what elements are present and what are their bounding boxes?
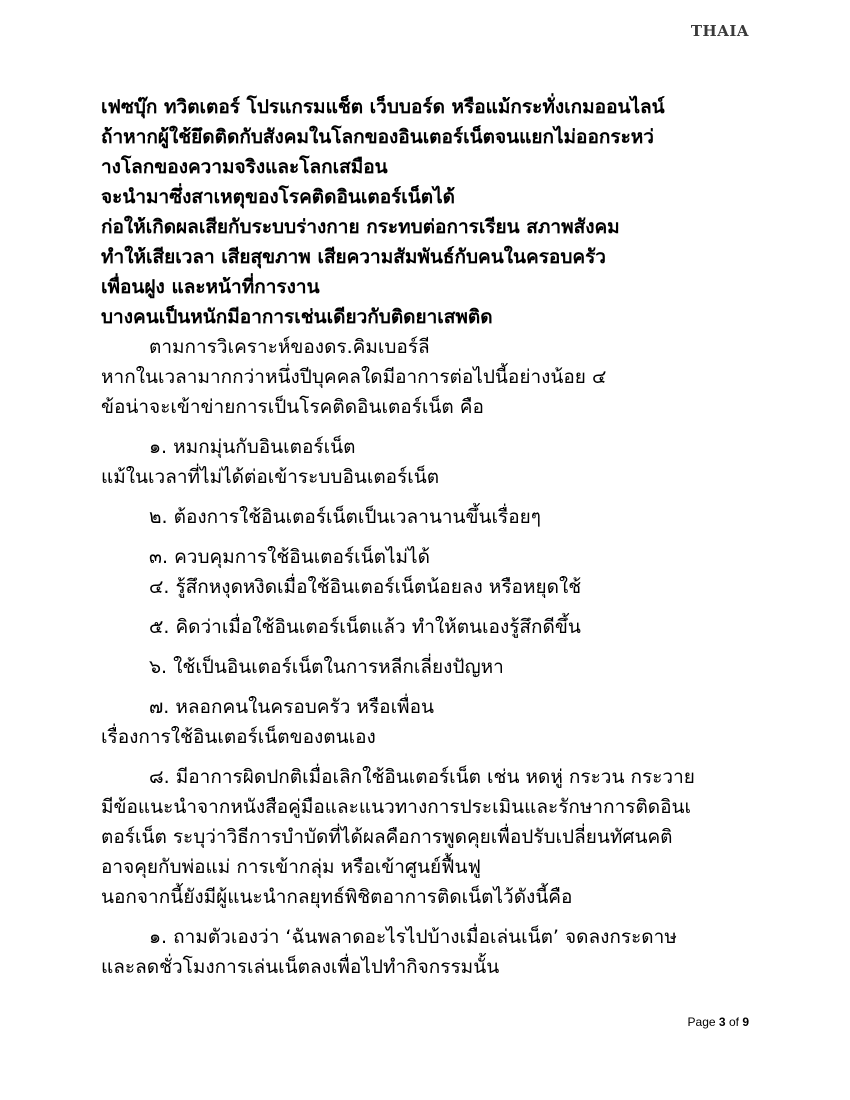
page-label: Page: [687, 1015, 716, 1029]
analysis-line: ตามการวิเคราะห์ของดร.คิมเบอร์ลี: [149, 336, 430, 358]
symptom-item: ๓. ควบคุมการใช้อินเตอร์เน็ตไม่ได้: [149, 546, 430, 568]
advice-line: นอกจากนี้ยังมีผู้แนะนำกลยุทธ์พิชิตอาการติดเน็ตไว้ดังนี้คือ: [101, 886, 573, 908]
intro-line: บางคนเป็นหนักมีอาการเช่นเดียวกับติดยาเสพติด: [101, 306, 493, 328]
analysis-line: หากในเวลามากกว่าหนึ่งปีบุคคลใดมีอาการต่อไปนี้อย่างน้อย ๔: [101, 366, 607, 388]
page-header-title: THAIA: [690, 22, 749, 40]
analysis-line: ข้อน่าจะเข้าข่ายการเป็นโรคติดอินเตอร์เน็ต คือ: [101, 396, 484, 418]
symptom-list: [101, 432, 761, 792]
intro-line: จะนำมาซึ่งสาเหตุของโรคติดอินเตอร์เน็ตได้: [101, 186, 456, 208]
advice-line: ตอร์เน็ต ระบุว่าวิธีการบำบัดที่ได้ผลคือการพูดคุยเพื่อปรับเปลี่ยนทัศนคติ: [101, 826, 673, 848]
page-current: 3: [718, 1015, 726, 1029]
symptom-item-continuation: เรื่องการใช้อินเตอร์เน็ตของตนเอง: [101, 726, 376, 748]
symptom-item: ๖. ใช้เป็นอินเตอร์เน็ตในการหลีกเลี่ยงปัญหา: [149, 656, 504, 678]
intro-line: เพื่อนฝูง และหน้าที่การงาน: [101, 276, 320, 298]
intro-line: ทำให้เสียเวลา เสียสุขภาพ เสียความสัมพันธ์กับคนในครอบครัว: [101, 246, 606, 268]
symptom-item-continuation: แม้ในเวลาที่ไม่ได้ต่อเข้าระบบอินเตอร์เน็ต: [101, 466, 440, 488]
symptom-item: ๕. คิดว่าเมื่อใช้อินเตอร์เน็ตแล้ว ทำให้ตนเองรู้สึกดีขึ้น: [149, 616, 581, 638]
page-total: 9: [742, 1015, 749, 1029]
intro-line: เฟซบุ๊ก ทวิตเตอร์ โปรแกรมแช็ต เว็บบอร์ด หรือแม้กระทั่งเกมออนไลน์: [101, 96, 665, 118]
symptom-item: ๔. รู้สึกหงุดหงิดเมื่อใช้อินเตอร์เน็ตน้อยลง หรือหยุดใช้: [149, 576, 582, 598]
analysis-paragraph: [101, 332, 761, 422]
intro-paragraph: [101, 92, 761, 332]
intro-line: ถ้าหากผู้ใช้ยึดติดกับสังคมในโลกของอินเตอร์เน็ตจนแยกไม่ออกระหว่: [101, 126, 654, 148]
symptom-item: ๒. ต้องการใช้อินเตอร์เน็ตเป็นเวลานานขึ้นเรื่อยๆ: [149, 506, 541, 528]
document-body: [101, 92, 761, 982]
of-label: of: [728, 1015, 739, 1029]
symptom-item: ๘. มีอาการผิดปกติเมื่อเลิกใช้อินเตอร์เน็ต เช่น หดหู่ กระวน กระวาย: [149, 766, 695, 788]
symptom-item: ๗. หลอกคนในครอบครัว หรือเพื่อน: [149, 696, 434, 718]
strategy-line: ๑. ถามตัวเองว่า ‘ฉันพลาดอะไรไปบ้างเมื่อเล่นเน็ต’ จดลงกระดาษ: [149, 926, 677, 948]
intro-line: างโลกของความจริงและโลกเสมือน: [101, 156, 388, 178]
advice-line: มีข้อแนะนำจากหนังสือคู่มือและแนวทางการประเมินและรักษาการติดอินเ: [101, 796, 692, 818]
advice-line: อาจคุยกับพ่อแม่ การเข้ากลุ่ม หรือเข้าศูนย์ฟื้นฟู: [101, 856, 481, 878]
symptom-item: ๑. หมกมุ่นกับอินเตอร์เน็ต: [149, 436, 356, 458]
strategy-line-continuation: และลดชั่วโมงการเล่นเน็ตลงเพื่อไปทำกิจกรรมนั้น: [101, 956, 500, 978]
advice-paragraph: [101, 792, 761, 912]
page-number: [688, 1015, 749, 1029]
intro-line: ก่อให้เกิดผลเสียกับระบบร่างกาย กระทบต่อการเรียน สภาพสังคม: [101, 216, 620, 238]
strategy-item: [101, 922, 761, 982]
